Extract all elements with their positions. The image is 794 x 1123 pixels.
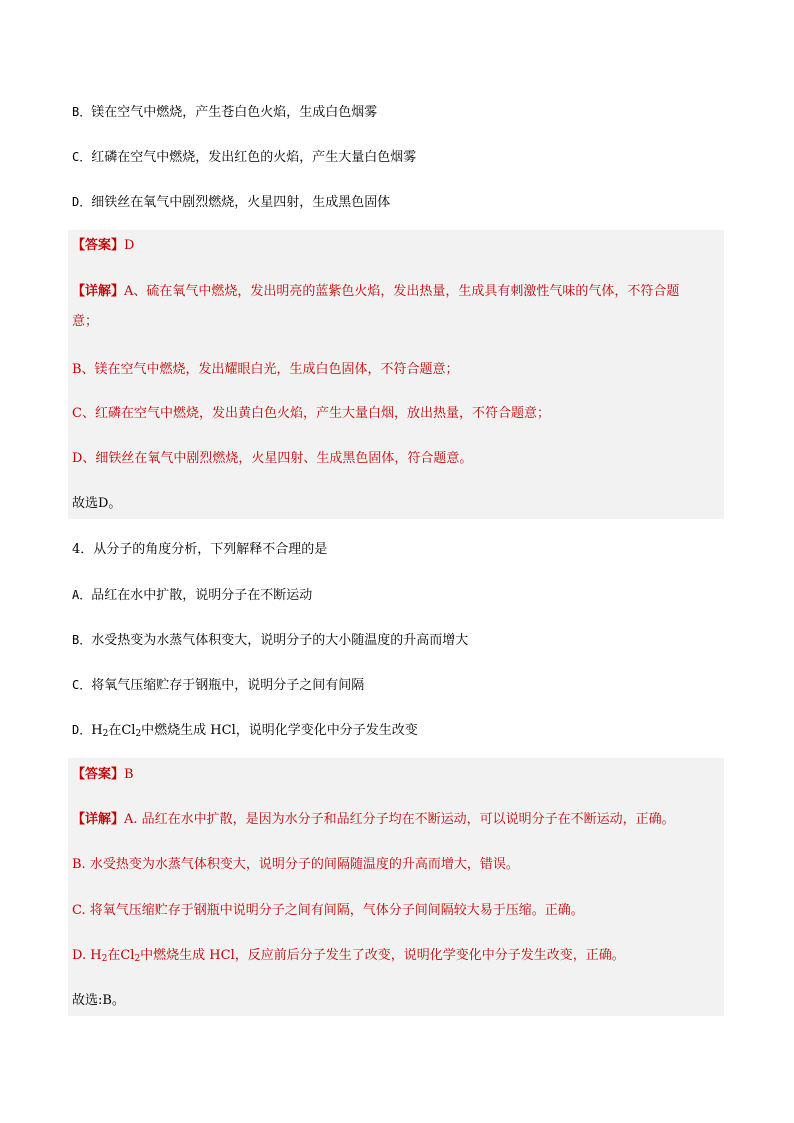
explanation-line: C、红磷在空气中燃烧，发出黄白色火焰，产生大量白烟，放出热量，不符合题意； [72,406,550,421]
answer-line: 【答案】D [72,238,135,253]
answer-line: 【答案】B [72,767,134,782]
explanation-line: C. 将氧气压缩贮存于钢瓶中说明分子之间有间隔，气体分子间间隔较大易于压缩。正确。 [72,903,584,918]
option-a: A．品红在水中扩散，说明分子在不断运动 [72,588,313,603]
option-c: C．红磷在空气中燃烧，发出红色的火焰，产生大量白色烟雾 [72,150,417,165]
explanation-line: D. $H_2$在$Cl_2$中燃烧生成 HCl，反应前后分子发生了改变，说明化学变化中分子发生改变，正确。 [72,948,625,964]
question-stem: 4．从分子的角度分析，下列解释不合理的是 [72,542,328,557]
option-b: B．水受热变为水蒸气体积变大，说明分子的大小随温度的升高而增大 [72,633,469,648]
explanation-line: 【详解】A、硫在氧气中燃烧，发出明亮的蓝紫色火焰，发出热量，生成具有刺激性气味的气体，不符合题 [72,284,680,299]
option-b: B．镁在空气中燃烧，产生苍白色火焰，生成白色烟雾 [72,105,378,120]
option-d: D．$H_2$在$Cl_2$中燃烧生成 HCl，说明化学变化中分子发生改变 [72,723,418,739]
option-d: D．细铁丝在氧气中剧烈燃烧，火星四射，生成黑色固体 [72,195,391,210]
explanation-line: B、镁在空气中燃烧，发出耀眼白光，生成白色固体，不符合题意； [72,362,459,377]
explanation-line: 意； [72,314,99,329]
explanation-line: 【详解】A. 品红在水中扩散，是因为水分子和品红分子均在不断运动，可以说明分子在不断运动，正确。 [72,812,675,827]
explanation-line: B. 水受热变为水蒸气体积变大，说明分子的间隔随温度的升高而增大，错误。 [72,857,519,872]
option-c: C．将氧气压缩贮存于钢瓶中，说明分子之间有间隔 [72,678,365,693]
explanation-line: D、细铁丝在氧气中剧烈燃烧，火星四射、生成黑色固体，符合题意。 [72,451,473,466]
conclusion-line: 故选D。 [72,496,122,511]
conclusion-line: 故选:B。 [72,993,125,1008]
answer-box-q4 [68,758,724,1016]
